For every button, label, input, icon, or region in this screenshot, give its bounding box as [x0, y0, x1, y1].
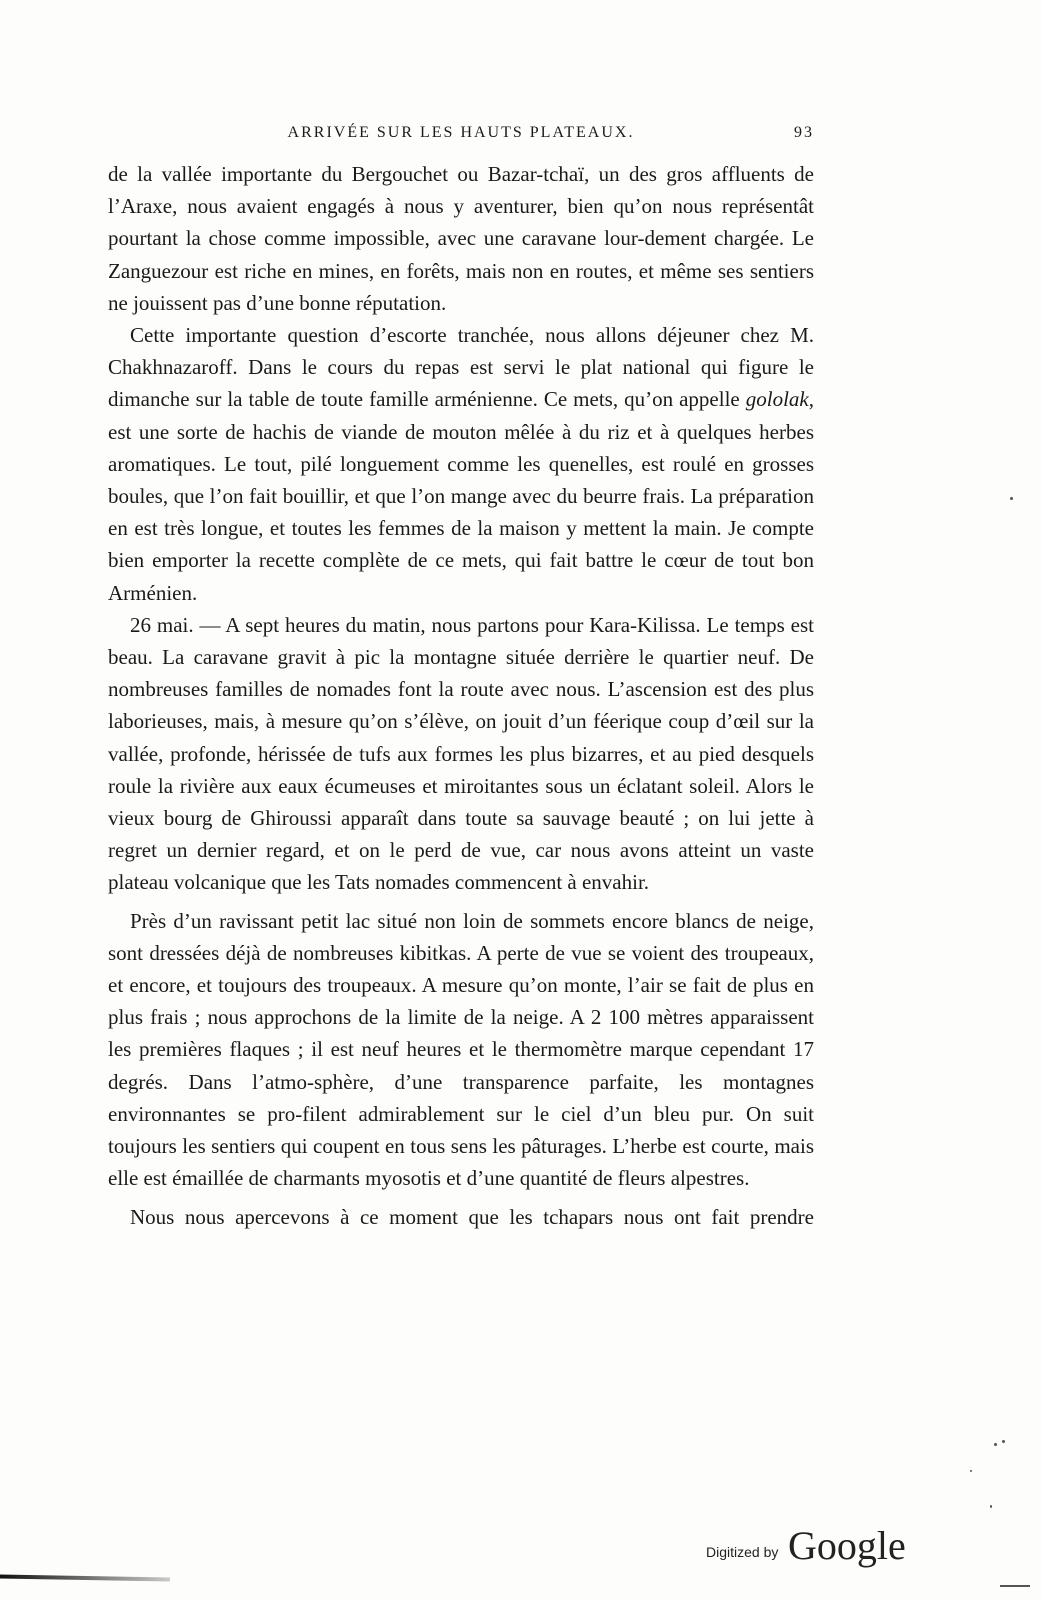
running-header — [108, 124, 814, 148]
digitized-by-label: Digitized by — [706, 1544, 779, 1560]
scan-speck — [1002, 1440, 1005, 1443]
page-number: 93 — [794, 124, 814, 141]
scan-edge-shadow — [0, 1575, 170, 1582]
paragraph-2-text-b: , est une sorte de hachis de viande de mouton mêlée à du riz et à quelques herbes aromatiques. Le tout, pilé longuement comme les quenelles, est roulé en grosses boules, que l’on fait bouillir, et que l’on mange avec du beurre frais. La préparation en est très longue, et toutes les femmes de la maison y mettent la main. Je compte bien emporter la recette complète de ce mets, qui fait battre le cœur de tout bon Arménien. — [108, 387, 814, 605]
body-text — [108, 158, 814, 1233]
scan-speck — [994, 1443, 997, 1446]
paragraph-4: Près d’un ravissant petit lac situé non loin de sommets encore blancs de neige, sont dressées déjà de nombreuses kibitkas. A perte de vue se voient des troupeaux, et encore, et toujours des troupeaux. A mesure qu’on monte, l’air se fait de plus en plus frais ; nous approchons de la limite de la neige. A 2 100 mètres apparaissent les premières flaques ; il est neuf heures et le thermomètre marque cependant 17 degrés. Dans l’atmo-sphère, d’une transparence parfaite, les montagnes environnantes se pro-filent admirablement sur le ciel d’un bleu pur. On suit toujours les sentiers qui coupent en tous sens les pâturages. L’herbe est courte, mais elle est émaillée de charmants myosotis et d’une quantité de fleurs alpestres. — [108, 908, 814, 1191]
paragraph-2 — [108, 319, 814, 609]
paragraph-2-emphasis: gololak — [745, 387, 809, 412]
paragraph-5: Nous nous apercevons à ce moment que les tchapars nous ont fait prendre — [130, 1204, 814, 1229]
google-logo: Google — [788, 1523, 906, 1568]
google-watermark — [706, 1522, 936, 1572]
paragraph-1: de la vallée importante du Bergouchet ou Bazar-tchaï, un des gros affluents de l’Araxe, nous avaient engagés à nous y aventurer, bien qu’on nous représentât pourtant la chose comme impossible, avec une caravane lour-dement chargée. Le Zanguezour est riche en mines, en forêts, mais non en routes, et même ses sentiers ne jouissent pas d’une bonne réputation. — [108, 162, 814, 315]
scan-speck — [970, 1470, 972, 1472]
paragraph-3: 26 mai. — A sept heures du matin, nous partons pour Kara-Kilissa. Le temps est beau. La caravane gravit à pic la montagne située derrière le quartier neuf. De nombreuses familles de nomades font la route avec nous. L’ascension est des plus laborieuses, mais, à mesure qu’on s’élève, on jouit d’un féerique coup d’œil sur la vallée, profonde, hérissée de tufs aux formes les plus bizarres, et au pied desquels roule la rivière aux eaux écumeuses et miroitantes sous un éclatant soleil. Alors le vieux bourg de Ghiroussi apparaît dans toute sa sauvage beauté ; on lui jette à regret un dernier regard, et on le perd de vue, car nous avons atteint un vaste plateau volcanique que les Tats nomades commencent à envahir. — [108, 612, 814, 895]
paragraph-2-text-a: Cette importante question d’escorte tranchée, nous allons déjeuner chez M. Chakhnazaroff. Dans le cours du repas est servi le plat national qui figure le dimanche sur la table de toute famille arménienne. Ce mets, qu’on appelle — [108, 323, 814, 412]
running-title: ARRIVÉE SUR LES HAUTS PLATEAUX. — [287, 124, 635, 141]
scan-speck — [990, 1505, 992, 1508]
scan-speck — [1010, 497, 1013, 500]
scan-speck — [1000, 1585, 1030, 1587]
